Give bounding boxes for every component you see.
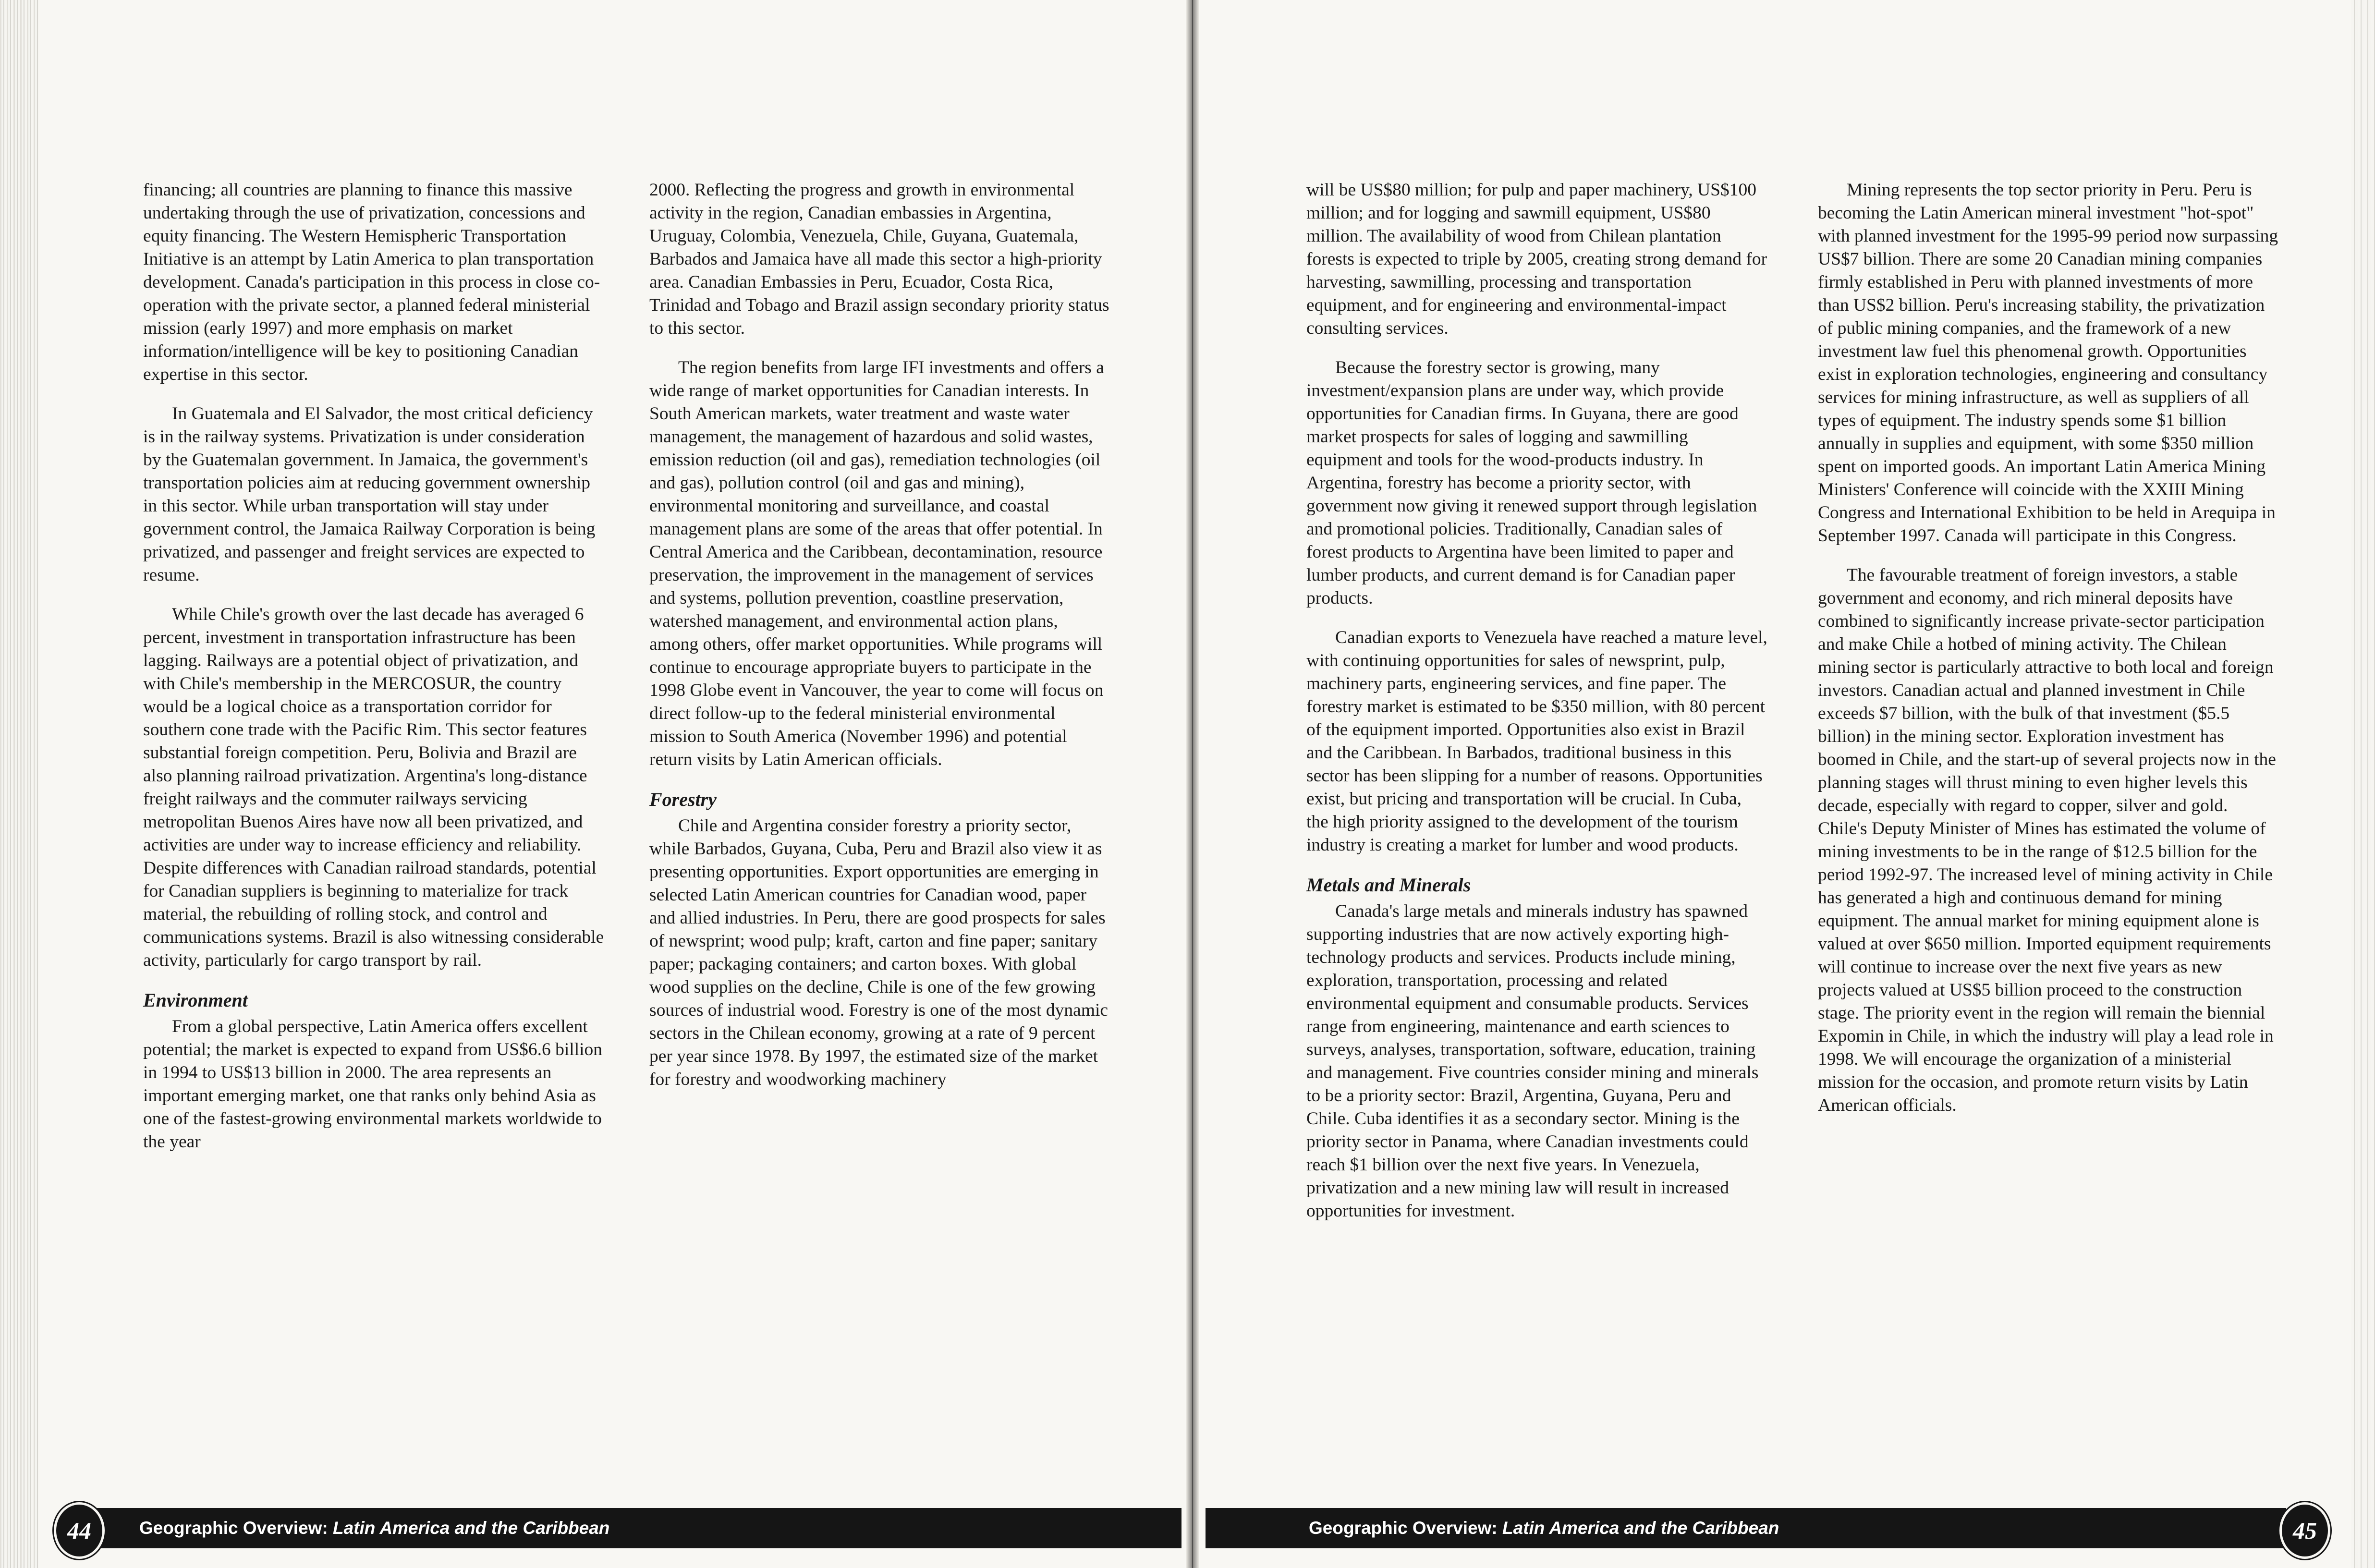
paragraph: Mining represents the top sector priority in Peru. Peru is becoming the Latin American mineral investment "hot-spot" with planned investment for the 1995-99 period now surpassing US$7 billion. There are some 20 Canadian mining companies firmly established in Peru with planned investments of more than US$2 billion. Peru's increasing stability, the privatization of public mining companies, and the framework of a new investment law fuel this phenomenal growth. Opportunities exist in exploration technologies, engineering and consultancy services for mining infrastructure, as well as suppliers of all types of equipment. The industry spends some $1 billion annually in supplies and equipment, with some $350 million spent on imported goods. An important Latin America Mining Ministers' Conference will coincide with the XXIII Mining Congress and International Exhibition to be held in Arequipa in September 1997. Canada will participate in this Congress. bbox=[1818, 180, 2278, 546]
left-footer-bar bbox=[62, 1508, 1181, 1548]
paragraph: financing; all countries are planning to finance this massive undertaking through the use of privatization, concessions and equity financing. The Western Hemispheric Transportation Initiative is an attempt by Latin America to plan transportation development. Canada's participation in this process in close co-operation with the private sector, a planned federal ministerial mission (early 1997) and more emphasis on market information/intelligence will be key to positioning Canadian expertise in this sector. bbox=[143, 180, 600, 384]
page-number-right: 45 bbox=[2279, 1502, 2330, 1559]
paragraph: Canada's large metals and minerals industry has spawned supporting industries that are now actively exporting high-technology products and services. Products include mining, exploration, transportation, processing and related environmental equipment and consumable products. Services range from engineering, maintenance and earth sciences to surveys, analyses, transportation, software, education, training and management. Five countries consider mining and minerals to be a priority sector: Brazil, Argentina, Guyana, Peru and Chile. Cuba identifies it as a secondary sector. Mining is the priority sector in Panama, where Canadian investments could reach $1 billion over the next five years. In Venezuela, privatization and a new mining law will result in increased opportunities for investment. bbox=[1306, 901, 1759, 1221]
right-footer-bar bbox=[1206, 1508, 2286, 1548]
paragraph: The region benefits from large IFI investments and offers a wide range of market opportunities for Canadian interests. In South American markets, water treatment and waste water management, the management of hazardous and solid wastes, emission reduction (oil and gas), remediation technologies (oil and gas), pollution control (oil and gas and mining), environmental monitoring and surveillance, and coastal management plans are some of the areas that offer potential. In Central America and the Caribbean, decontamination, resource preservation, the improvement in the management of services and systems, pollution prevention, coastline preservation, watershed management, and environmental action plans, among others, offer market opportunities. While programs will continue to encourage appropriate buyers to participate in the 1998 Globe event in Vancouver, the year to come will focus on direct follow-up to the federal ministerial environmental mission to South America (November 1996) and potential return visits by Latin American officials. bbox=[649, 358, 1104, 769]
book-gutter bbox=[1186, 0, 1199, 1568]
left-page-column-1 bbox=[143, 179, 604, 1170]
paragraph: 2000. Reflecting the progress and growth in environmental activity in the region, Canadian embassies in Argentina, Uruguay, Colombia, Venezuela, Chile, Guyana, Guatemala, Barbados and Jamaica have all made this sector a high-priority area. Canadian Embassies in Peru, Ecuador, Costa Rica, Trinidad and Tobago and Brazil assign secondary priority status to this sector. bbox=[649, 180, 1109, 338]
page-edge-left bbox=[0, 0, 38, 1568]
paragraph: From a global perspective, Latin America offers excellent potential; the market is expected to expand from US$6.6 billion in 1994 to US$13 billion in 2000. The area represents an important emerging market, one that ranks only behind Asia as one of the fastest-growing environmental markets worldwide to the year bbox=[143, 1017, 603, 1152]
footer-label: Geographic Overview: Latin America and the Caribbean bbox=[139, 1518, 610, 1538]
footer-label: Geographic Overview: Latin America and the Caribbean bbox=[1309, 1518, 1779, 1538]
page-edge-right bbox=[2351, 0, 2375, 1568]
paragraph: While Chile's growth over the last decade has averaged 6 percent, investment in transportation infrastructure has been lagging. Railways are a potential object of privatization, and with Chile's membership in the MERCOSUR, the country would be a logical choice as a transportation corridor for southern cone trade with the Pacific Rim. This sector features substantial foreign competition. Peru, Bolivia and Brazil are also planning railroad privatization. Argentina's long-distance freight railways and the commuter railways servicing metropolitan Buenos Aires have now all been privatized, and activities are under way to increase efficiency and reliability. Despite differences with Canadian railroad standards, potential for Canadian suppliers is beginning to materialize for track material, the rebuilding of rolling stock, and control and communications systems. Brazil is also witnessing considerable activity, particularly for cargo transport by rail. bbox=[143, 605, 604, 970]
paragraph: Because the forestry sector is growing, many investment/expansion plans are under way, which provide opportunities for Canadian firms. In Guyana, there are good market prospects for sales of logging and sawmilling equipment and tools for the wood-products industry. In Argentina, forestry has become a priority sector, with government now giving it renewed support through legislation and promotional policies. Traditionally, Canadian sales of forest products to Argentina have been limited to paper and lumber products, and current demand is for Canadian paper products. bbox=[1306, 358, 1757, 608]
paragraph: Chile and Argentina consider forestry a priority sector, while Barbados, Guyana, Cuba, Peru and Brazil also view it as presenting opportunities. Export opportunities are emerging in selected Latin American countries for Canadian wood, paper and allied industries. In Peru, there are good prospects for sales of newsprint; wood pulp; kraft, carton and fine paper; sanitary paper; packaging containers; and carton boxes. With global wood supplies on the decline, Chile is one of the few growing sources of industrial wood. Forestry is one of the most dynamic sectors in the Chilean economy, growing at a rate of 9 percent per year since 1978. By 1997, the estimated size of the market for forestry and woodworking machinery bbox=[649, 816, 1108, 1089]
section-heading-forestry: Forestry bbox=[649, 789, 717, 810]
section-heading-metals-and-minerals: Metals and Minerals bbox=[1306, 874, 1471, 896]
paragraph: The favourable treatment of foreign investors, a stable government and economy, and rich mineral deposits have combined to significantly increase private-sector participation and make Chile a hotbed of mining activity. The Chilean mining sector is particularly attractive to both local and foreign investors. Canadian actual and planned investment in Chile exceeds $7 billion, with the bulk of that investment ($5.5 billion) in the mining sector. Exploration investment has boomed in Chile, and the start-up of several projects now in the planning stages will thrust mining to even higher levels this decade, especially with regard to copper, silver and gold. Chile's Deputy Minister of Mines has estimated the volume of mining investments to be in the range of $12.5 billion for the period 1992-97. The increased level of mining activity in Chile has generated a high and continuous demand for mining equipment. The annual market for mining equipment alone is valued at over $650 million. Imported equipment requirements will continue to increase over the next five years as new projects valued at US$5 billion proceed to the construction stage. The priority event in the region will remain the biennial Expomin in Chile, in which the industry will play a lead role in 1998. We will encourage the organization of a ministerial mission for the occasion, and promote return visits by Latin American officials. bbox=[1818, 565, 2276, 1115]
left-page-column-2 bbox=[649, 179, 1110, 1107]
paragraph: will be US$80 million; for pulp and paper machinery, US$100 million; and for logging and sawmill equipment, US$80 million. The availability of wood from Chilean plantation forests is expected to triple by 2005, creating strong demand for harvesting, sawmilling, processing and transportation equipment, and for engineering and environmental-impact consulting services. bbox=[1306, 180, 1767, 338]
paragraph: In Guatemala and El Salvador, the most critical deficiency is in the railway systems. Privatization is under consideration by the Guatemalan government. In Jamaica, the government's transportation policies aim at reducing government ownership in this sector. While urban transportation will stay under government control, the Jamaica Railway Corporation is being privatized, and passenger and freight services are expected to resume. bbox=[143, 404, 596, 585]
right-page-column-1 bbox=[1306, 179, 1767, 1239]
page-number-left: 44 bbox=[54, 1502, 105, 1559]
paragraph: Canadian exports to Venezuela have reached a mature level, with continuing opportunities for sales of newsprint, pulp, machinery parts, engineering services, and fine paper. The forestry market is estimated to be $350 million, with 80 percent of the equipment imported. Opportunities also exist in Brazil and the Caribbean. In Barbados, traditional business in this sector has been slipping for a number of reasons. Opportunities exist, but pricing and transportation will be crucial. In Cuba, the high priority assigned to the development of the tourism industry is creating a market for lumber and wood products. bbox=[1306, 628, 1767, 855]
right-page-column-2 bbox=[1818, 179, 2279, 1133]
section-heading-environment: Environment bbox=[143, 989, 248, 1011]
